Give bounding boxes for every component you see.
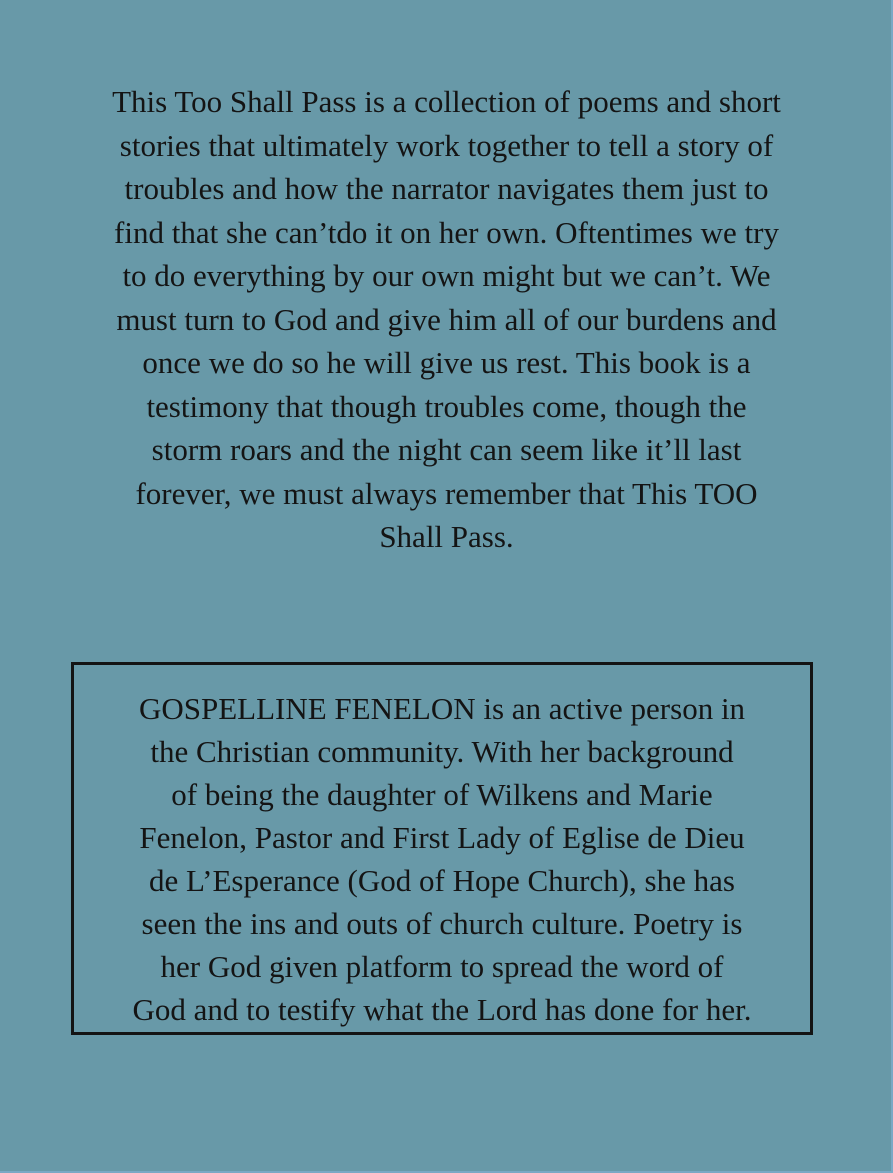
book-description <box>30 80 863 559</box>
description-line: storm roars and the night can seem like it’ll last <box>151 432 742 467</box>
bio-line: seen the ins and outs of church culture. Poetry is <box>141 906 743 941</box>
bio-line: de L’Esperance (God of Hope Church), she has <box>149 863 735 898</box>
description-line: forever, we must always remember that This TOO <box>135 475 758 511</box>
bio-line: Fenelon, Pastor and First Lady of Eglise de Dieu <box>139 820 745 855</box>
bio-line: her God given platform to spread the word of <box>160 949 724 984</box>
bio-line: GOSPELLINE FENELON is an active person in <box>138 691 746 726</box>
description-line: troubles and how the narrator navigates them just to <box>124 171 769 206</box>
description-line: Shall Pass. <box>379 519 514 554</box>
description-line: testimony that though troubles come, though the <box>146 388 747 424</box>
bio-line: the Christian community. With her background <box>150 734 734 769</box>
description-line: stories that ultimately work together to tell a story of <box>119 127 774 163</box>
description-line: once we do so he will give us rest. This book is a <box>142 345 751 380</box>
bio-line: of being the daughter of Wilkens and Marie <box>171 777 713 812</box>
bio-line: God and to testify what the Lord has done for her. <box>132 992 752 1027</box>
author-bio <box>74 687 810 1031</box>
description-line: must turn to God and give him all of our burdens and <box>116 301 777 337</box>
author-bio-box <box>71 662 813 1035</box>
description-line: This Too Shall Pass is a collection of poems and short <box>112 84 781 119</box>
description-line: to do everything by our own might but we can’t. We <box>122 258 771 293</box>
description-line: find that she can’tdo it on her own. Oftentimes we try <box>114 214 779 250</box>
